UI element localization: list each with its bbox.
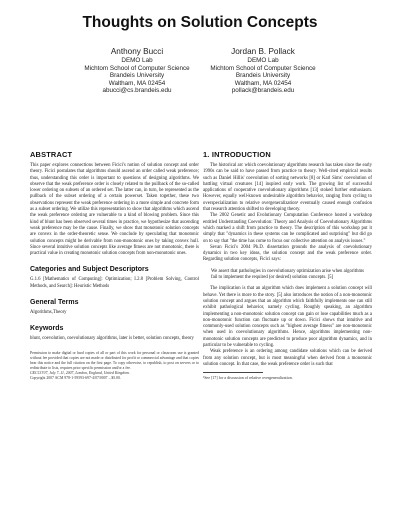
author-affiliation-line: Waltham, MA 02454 <box>234 79 292 87</box>
keywords-heading: Keywords <box>30 325 64 333</box>
author-affiliation-line: Brandeis University <box>109 72 165 80</box>
general-terms-heading: General Terms <box>30 299 79 307</box>
author-affiliation-line: DEMO Lab <box>247 57 279 64</box>
author-affiliation-line: DEMO Lab <box>121 57 153 64</box>
footnote-rule <box>203 372 263 373</box>
author-email: pollack@brandeis.edu <box>231 87 295 95</box>
general-terms-text: Algorithms,Theory <box>30 310 67 316</box>
author-2 <box>178 47 348 95</box>
author-affiliation-line: Brandeis University <box>235 72 291 80</box>
author-name: Anthony Bucci <box>110 47 164 56</box>
author-affiliation-line: Michtom School of Computer Science <box>84 64 190 72</box>
author-affiliation-line: Michtom School of Computer Science <box>210 64 316 72</box>
footnote: ¹See [17] for a discussion of relative overgeneralization. <box>203 375 293 381</box>
block-quote: We assert that pathologies in coevolutionary optimization arise when algorithms fail to implement the required (or desired) solution concepts. [5] <box>211 268 364 281</box>
paper-title: Thoughts on Solution Concepts <box>82 14 318 31</box>
categories-heading: Categories and Subject Descriptors <box>30 266 149 274</box>
author-block <box>0 47 400 107</box>
author-name: Jordan B. Pollack <box>231 47 295 56</box>
keywords-text: blunt, coevolution, coevolutionary algorithms, later is better, solution concepts, theory <box>30 336 194 342</box>
intro-paragraph: Weak preference is an ordering among candidate solutions which can be derived from any solution concept, but is most meaningful when derived from a monotonic solution concept. In that case, the weak preference order is such that <box>203 349 372 367</box>
copyright-line: Copyright 2007 ACM 978-1-59593-697-4/07/0007 ...$5.00. <box>30 375 121 380</box>
author-email: abucci@cs.brandeis.edu <box>102 87 172 95</box>
permission-notice: Permission to make digital or hard copies of all or part of this work for personal or classroom use is granted without fee provided that copies are not made or distributed for profit or commercial advantage and that copies bear this notice and the full citation on the first page. To copy otherwise, to republish, to post on servers or to redistribute to lists, requires prior specific permission and/or a fee. <box>30 350 199 370</box>
author-affiliation-line: Waltham, MA 02454 <box>108 79 166 87</box>
left-column <box>30 150 199 381</box>
intro-paragraph: The implication is that an algorithm which does implement a solution concept will behave. Yet there is more to the story. [5] also introduces the notion of a non-monotonic solution concept and argues that an algorithm which faithfully implements one can still exhibit pathological behavior, namely cycling. Roughly speaking, an algorithm implementing a non-monotonic solution concept can gain or lose capabilities much as a non-monotonic function can fluctuate up or down. Ficici shows that intuitive and commonly-used solution concepts such as "highest average fitness" are non-monotonic when used in coevolutionary algorithms. Hence, algorithms implementing non-monotonic solution concepts are predicted to produce poor algorithm dynamics, and in particular to be vulnerable to cycling. <box>203 286 372 349</box>
right-column <box>203 150 372 380</box>
venue-line: GECCO'07, July 7–11, 2007, London, England, United Kingdom. <box>30 370 130 375</box>
intro-paragraph: Sevan Ficici's 2004 Ph.D. dissertation grounds the analysis of coevolutionary dynamics in two key ideas, the solution concept and the weak preference order. Regarding solution concepts, Ficici says: <box>203 244 372 263</box>
introduction-heading: 1. INTRODUCTION <box>203 150 271 159</box>
intro-paragraph: The historical arc which coevolutionary algorithms research has taken since the early 1990s can be said to have passed from practice to theory. Well-cited empirical results such as Daniel Hillis' coevolution of sorting networks [8] or Karl Sims' coevolution of battling virtual creatures [14] inspired early work. The growing list of successful applications of cooperative coevolutionary algorithms [13] stoked further enthusiasm. However, equally well-known undesirable algorithm behavior, ranging from cycling to overspecialization to relative overgeneralization¹ eventually caused enough confusion that research attention shifted to developing theory. <box>203 163 372 213</box>
categories-text: G.1.6 [Mathematics of Computing]: Optimization; I.2.8 [Problem Solving, Control Methods, and Search]: Heuristic Methods <box>30 277 199 289</box>
intro-paragraph: The 2002 Genetic and Evolutionary Computation Conference hosted a workshop entitled Understanding Coevolution: Theory and Analysis of Coevolutionary Algorithms which marked a shift from practice to theory. The description of this workshop put it simply that "dynamics in these systems can be complicated and surprising" but did go on to say that "the time has come to focus our collective attention on analysis issues." <box>203 213 372 244</box>
abstract-text: This paper explores connections between Ficici's notion of solution concept and order theory. Ficici postulates that algorithms should ascend an order called weak preference; thus, understanding this order is important to questions of designing algorithms. We observe that the weak preference order is closely related to the pullback of the so-called lower ordering on subsets of an ordered set. The latter can, in turn, be represented as the pullback of the subset ordering of a certain powerset. Taken together, these two observations represent the weak preference ordering in a more simple and concrete form as a subset ordering. We utilize this representation to show that algorithms which ascend the weak preference ordering are vulnerable to a kind of blowing problem. Since this kind of blunt has been observed several times in practice, we hypothesize that ascending weak preference may be the cause. Finally, we show that monotonic solution concepts are convex in the order-theoretic sense. We conclude by speculating that monotonic solution concepts might be derivable from non-monotonic ones by taking convex hull. Since several intuitive solution concepts like average fitness are not monotonic, there is practical value in creating monotonic solution concepts from non-monotonic ones. <box>30 163 199 257</box>
abstract-heading: ABSTRACT <box>30 150 73 159</box>
